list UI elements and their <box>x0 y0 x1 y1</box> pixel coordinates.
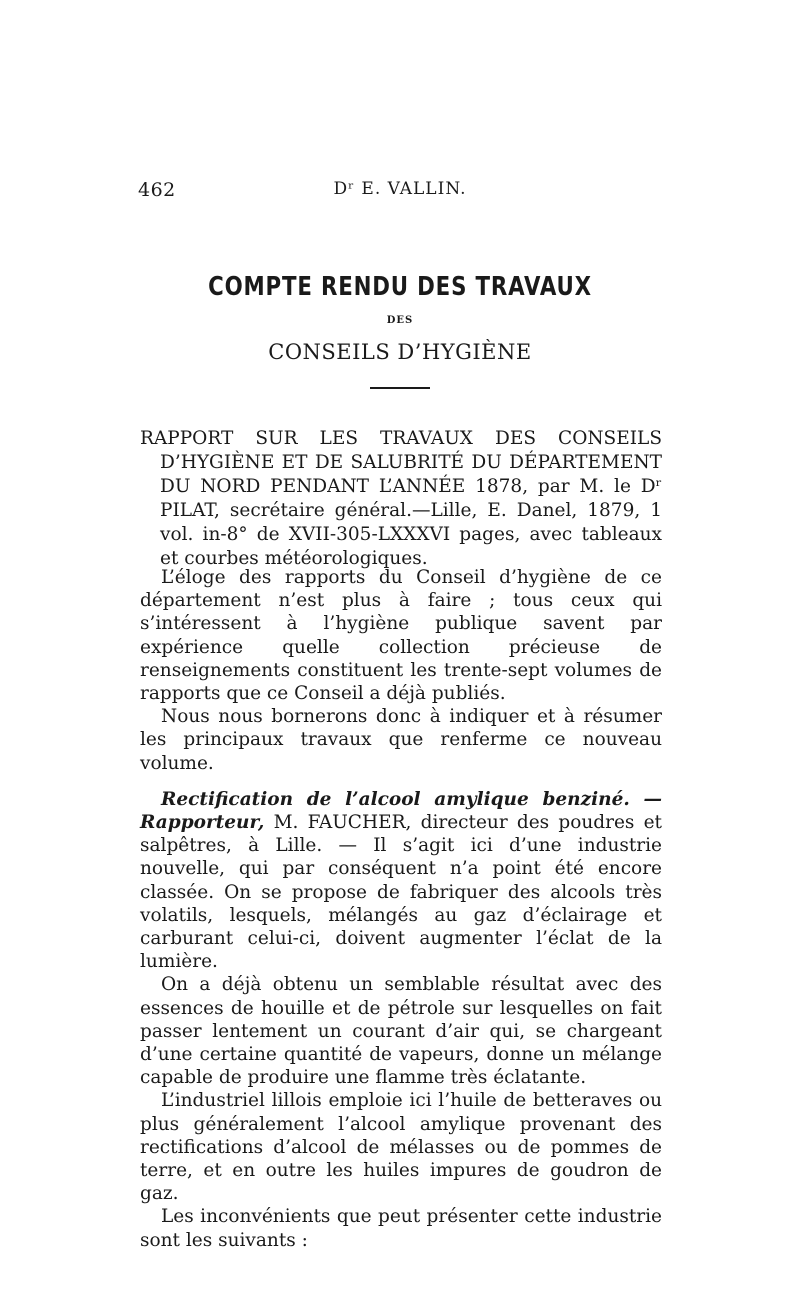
report-reference-text: RAPPORT SUR LES TRAVAUX DES CONSEILS D’HYGIÈNE ET DE SALUBRITÉ DU DÉPARTEMENT DU NORD PENDANT L’ANNÉE 1878, par M. le Dʳ PILAT, secrétaire général.—Lille, E. Danel, 1879, 1 vol. in-8° de XVII-305-LXXXVI pages, avec tableaux et courbes météorologiques. <box>140 428 662 569</box>
section-first-paragraph-text: M. FAUCHER, directeur des poudres et salpêtres, à Lille. — Il s’agit ici d’une industrie nouvelle, qui par conséquent n’a point été encore classée. On se propose de fabriquer des alcools très volatils, lesquels, mélangés au gaz d’éclairage et carburant celui-ci, doivent augmenter l’éclat de la lumière. <box>140 812 662 973</box>
paragraph: L’industriel lillois emploie ici l’huile de betteraves ou plus généralement l’alcool amylique provenant des rectifications d’alcool de mélasses ou de pommes de terre, et en outre les huiles impures de goudron de gaz. <box>140 1090 662 1205</box>
report-reference <box>140 427 662 571</box>
running-head: Dʳ E. VALLIN. <box>333 179 467 199</box>
title-rule <box>370 387 430 389</box>
page-number: 462 <box>138 179 176 201</box>
section-title: COMPTE RENDU DES TRAVAUX <box>208 272 592 302</box>
paragraph: Les inconvénients que peut présenter cette industrie sont les suivants : <box>140 1206 662 1251</box>
paragraph: On a déjà obtenu un semblable résultat avec des essences de houille et de pétrole sur lesquelles on fait passer lentement un courant d’air qui, se chargeant d’une certaine quantité de vapeurs, donne un mélange capable de produire une flamme très éclatante. <box>140 974 662 1089</box>
paragraph: Nous nous bornerons donc à indiquer et à résumer les principaux travaux que renferme ce nouveau volume. <box>140 706 662 774</box>
section-heading: Rectification de l’alcool amylique benziné. — Rapporteur, <box>140 788 662 834</box>
title-connector: DES <box>386 315 414 326</box>
section-first-paragraph <box>140 788 662 974</box>
paragraph: L’éloge des rapports du Conseil d’hygiène de ce département n’est plus à faire ; tous ceux qui s’intéressent à l’hygiène publique savent par expérience quelle collection précieuse de renseignements constituent les trente-sept volumes de rapports que ce Conseil a déjà publiés. <box>140 567 662 705</box>
body-text <box>140 566 662 1252</box>
section-subtitle: CONSEILS D’HYGIÈNE <box>268 340 532 364</box>
